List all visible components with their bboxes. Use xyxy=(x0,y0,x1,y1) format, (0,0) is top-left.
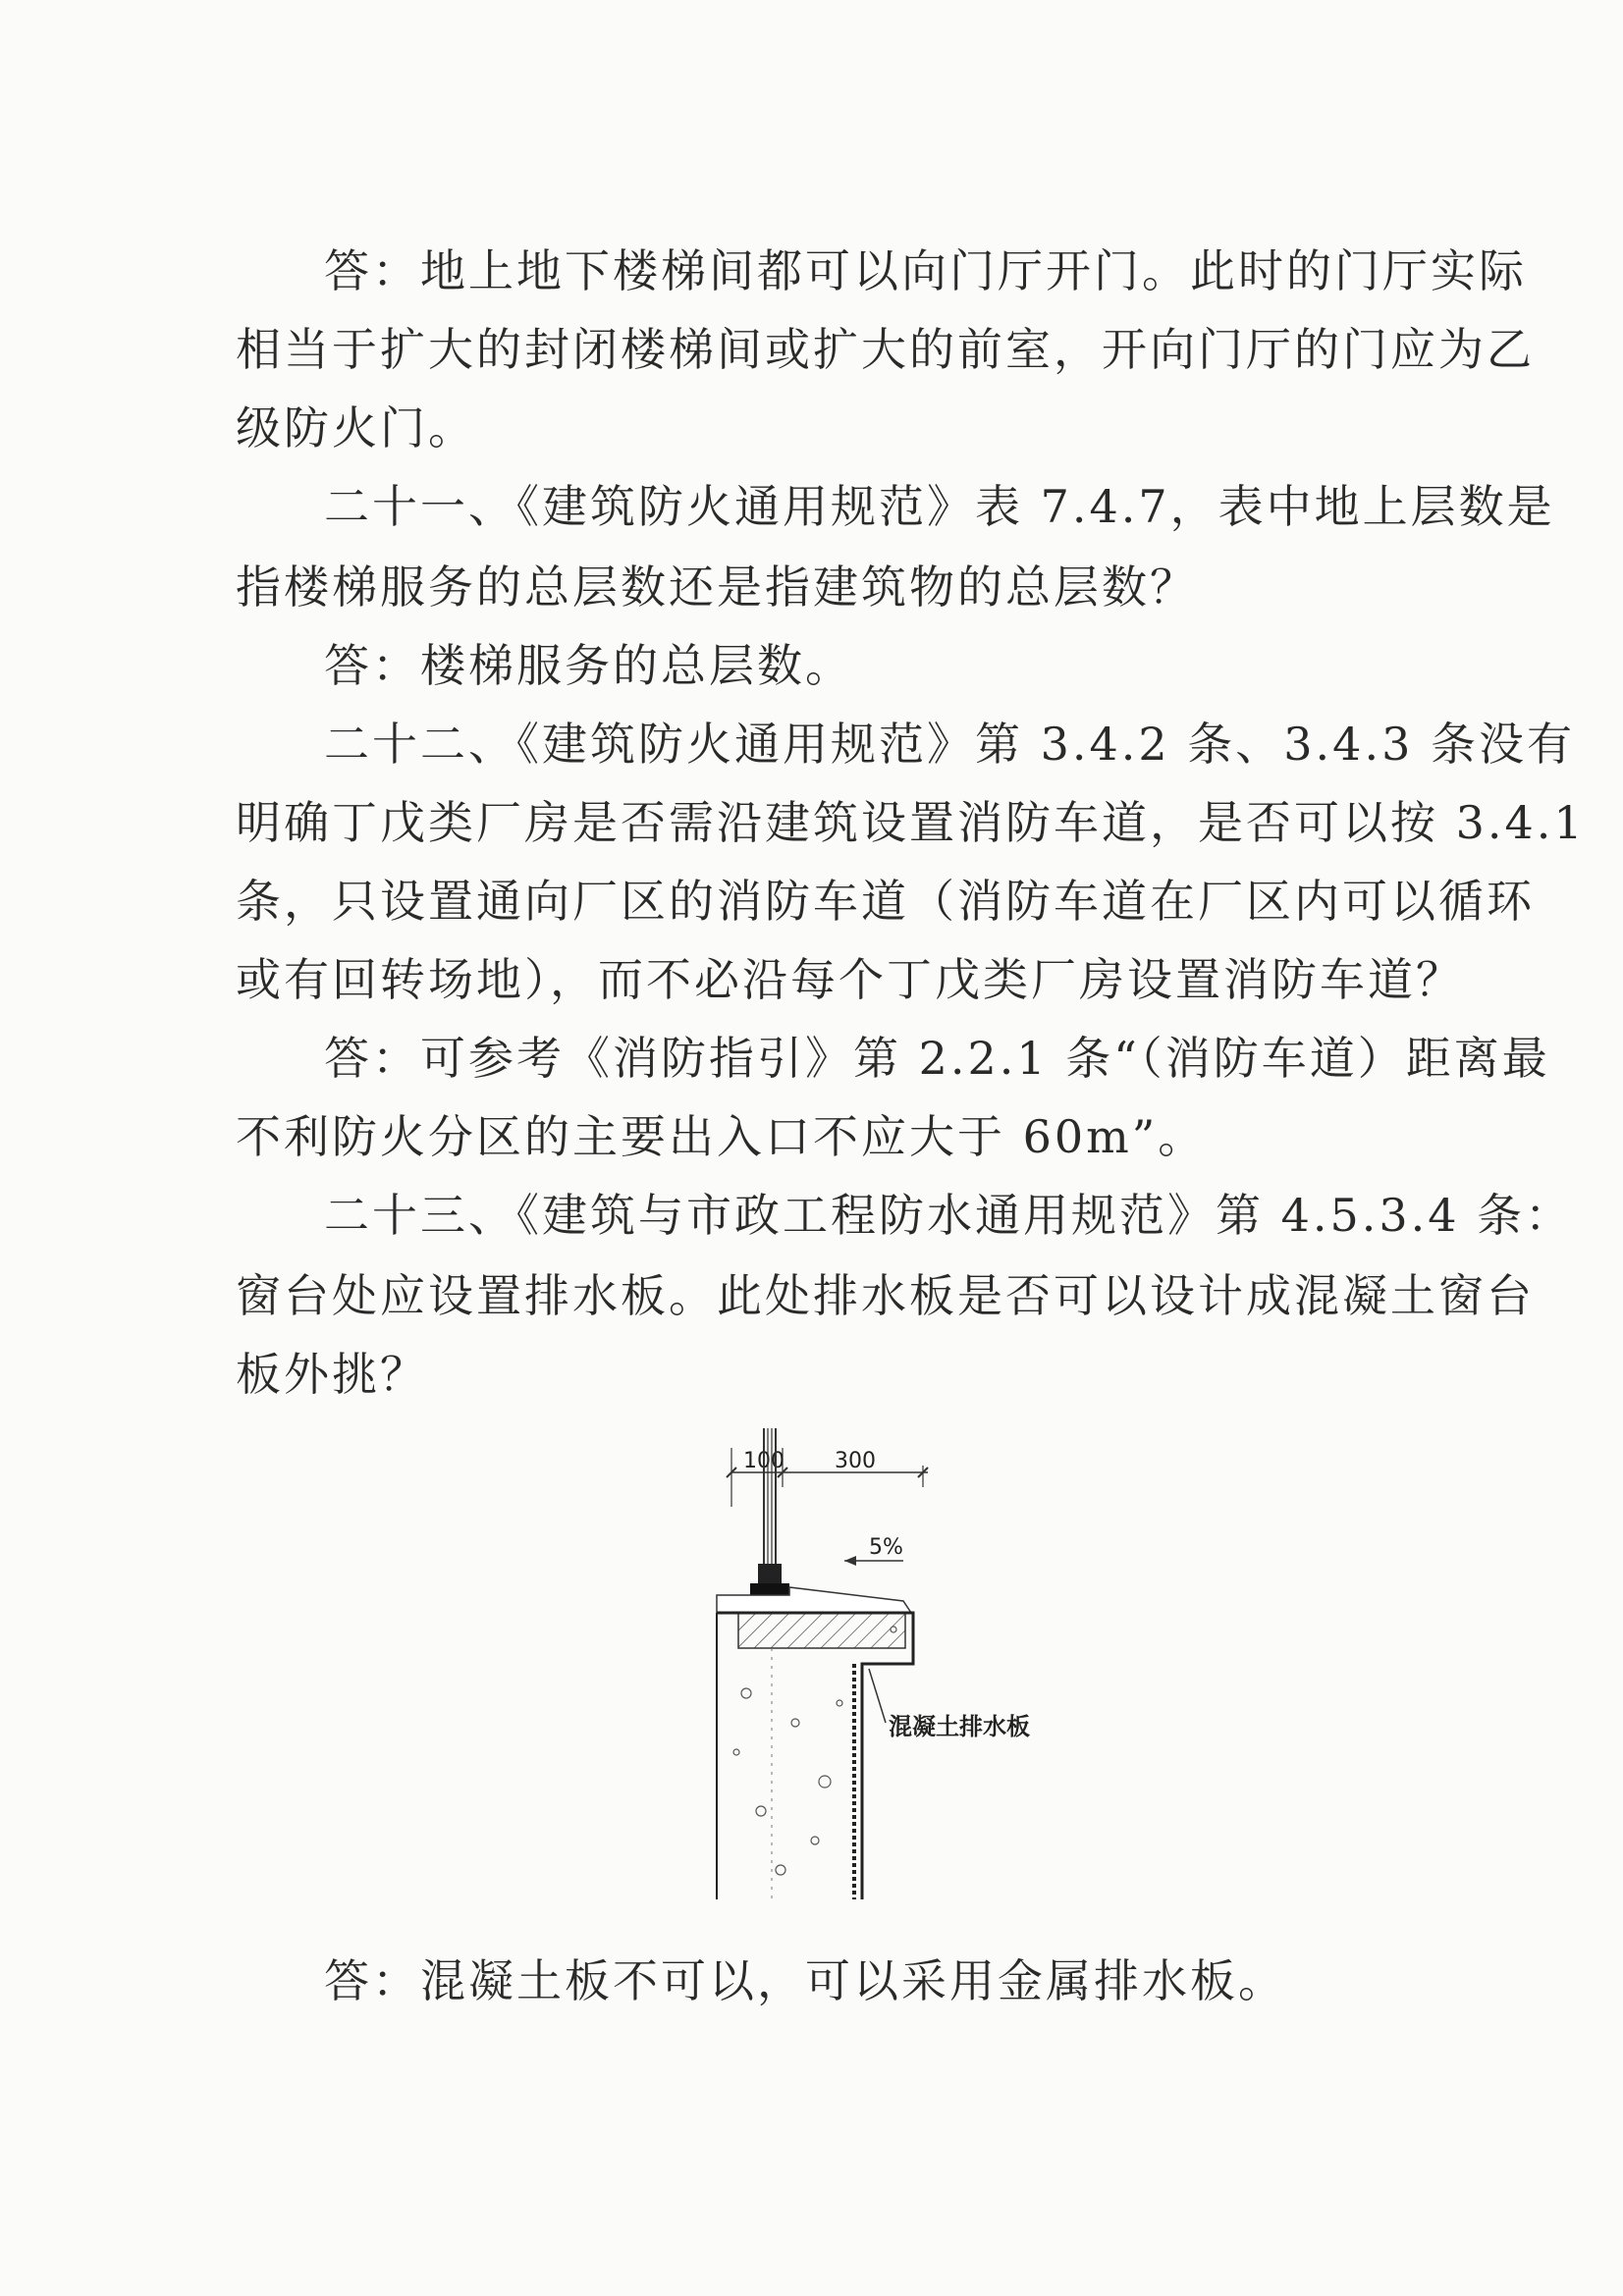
dimension-left-label: 100 xyxy=(743,1449,784,1473)
paragraph-line: 明确丁戊类厂房是否需沿建筑设置消防车道，是否可以按 3.4.1 xyxy=(236,796,1586,849)
paragraph-line: 级防火门。 xyxy=(236,401,476,454)
window-sill-detail-drawing xyxy=(707,1428,1139,1909)
paragraph-line: 答：可参考《消防指引》第 2.2.1 条“（消防车道）距离最 xyxy=(324,1032,1550,1085)
paragraph-line: 二十二、《建筑防火通用规范》第 3.4.2 条、3.4.3 条没有 xyxy=(324,718,1575,771)
paragraph-line: 板外挑？ xyxy=(236,1348,428,1401)
paragraph-line: 答：混凝土板不可以，可以采用金属排水板。 xyxy=(324,1954,1286,2007)
paragraph-line: 或有回转场地），而不必沿每个丁戊类厂房设置消防车道？ xyxy=(236,953,1464,1006)
drip-board-callout: 混凝土排水板 xyxy=(889,1713,1030,1740)
paragraph-line: 窗台处应设置排水板。此处排水板是否可以设计成混凝土窗台 xyxy=(236,1269,1535,1322)
paragraph-line: 答：楼梯服务的总层数。 xyxy=(324,639,853,692)
paragraph-line: 条，只设置通向厂区的消防车道（消防车道在厂区内可以循环 xyxy=(236,875,1535,928)
slope-label: 5% xyxy=(869,1535,903,1560)
paragraph-line: 二十三、《建筑与市政工程防水通用规范》第 4.5.3.4 条： xyxy=(324,1189,1574,1242)
paragraph-line: 答：地上地下楼梯间都可以向门厅开门。此时的门厅实际 xyxy=(324,244,1527,297)
paragraph-line: 不利防火分区的主要出入口不应大于 60m”。 xyxy=(236,1110,1207,1163)
dimension-right-label: 300 xyxy=(835,1449,876,1473)
paragraph-line: 指楼梯服务的总层数还是指建筑物的总层数？ xyxy=(236,561,1198,614)
paragraph-line: 二十一、《建筑防火通用规范》表 7.4.7，表中地上层数是 xyxy=(324,480,1555,533)
paragraph-line: 相当于扩大的封闭楼梯间或扩大的前室，开向门厅的门应为乙 xyxy=(236,323,1535,376)
